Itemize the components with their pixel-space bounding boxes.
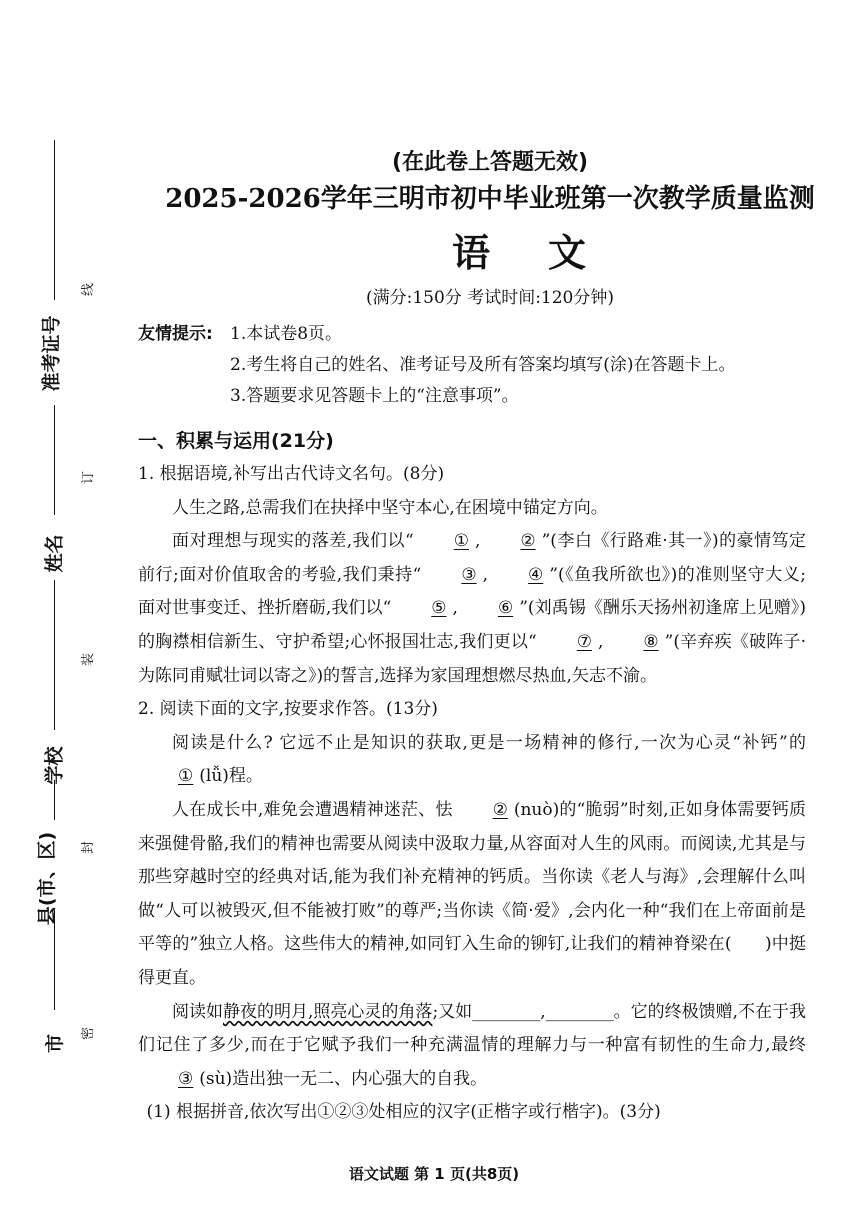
paren-gap <box>732 934 765 954</box>
sub-question: (1) 根据拼音,依次写出①②③处相应的汉字(正楷字或行楷字)。(3分) <box>146 1102 661 1123</box>
label-name: 姓名 <box>43 534 66 573</box>
cut-mark-secret: 密 <box>81 1026 97 1041</box>
field-line-city <box>54 910 55 1010</box>
page-footer: 语文试题 第 1 页(共8页) <box>348 1165 520 1183</box>
label-city: 市 <box>44 1033 67 1054</box>
tip-item: 3.答题要求见答题卡上的“注意事项”。 <box>230 386 519 406</box>
passage-text: ;又如 <box>432 1001 473 1022</box>
comma: , <box>452 598 458 619</box>
passage-text: 。它的终极馈赠,不在于我们记住了多少,而在于它赋予我们一种充满温情的理解力与一种富有韧性的生命力,最终 <box>138 1001 807 1056</box>
fill-blank: ________ <box>472 1001 541 1022</box>
exam-title: 2025-2026学年三明市初中毕业班第一次教学质量监测 <box>165 184 815 214</box>
blank-4: ④ <box>528 564 544 585</box>
exam-meta: (满分:150分 考试时间:120分钟) <box>365 288 615 308</box>
blank-2: ② <box>520 531 536 552</box>
blank-7: ⑦ <box>576 631 592 652</box>
field-line-school <box>54 580 55 730</box>
pinyin-blank-1: ① <box>178 766 194 787</box>
passage-text: (sù)造出独一无二、内心强大的自我。 <box>199 1068 488 1089</box>
blank-6: ⑥ <box>497 598 514 619</box>
cut-mark-bind: 订 <box>81 470 97 485</box>
passage-text: ”(李白《行路难·其一》)的豪情笃定前行;面对价值取舍的考验,我们秉持“ <box>138 531 806 585</box>
tip-item: 1.本试卷8页。 <box>230 324 343 344</box>
invalid-answer-notice: (在此卷上答题无效) <box>391 150 589 175</box>
passage-text: ”(辛弃疾《破阵子·为陈同甫赋壮词以寄之》)的誓言,选择为家国理想燃尽热血,矢志不渝。 <box>138 631 807 686</box>
blank-3: ③ <box>461 564 477 585</box>
field-line-exam-id <box>54 140 55 300</box>
comma: , <box>482 564 489 585</box>
tips-heading: 友情提示: <box>138 324 213 344</box>
section-heading: 一、积累与运用(21分) <box>138 430 334 452</box>
passage-text: ”(刘禹锡《酬乐天扬州初逢席上见赠》)的胸襟相信新生、守护希望;心怀报国壮志,我们更以“ <box>138 598 806 652</box>
passage-text: (lǚ)程。 <box>199 766 263 787</box>
passage-text: 人在成长中,难免会遭遇精神迷茫、怯 <box>172 799 453 820</box>
pinyin-blank-3: ③ <box>178 1068 194 1089</box>
question-intro: 人生之路,总需我们在抉择中坚守本心,在困境中锚定方向。 <box>172 497 608 518</box>
tip-item: 2.考生将自己的姓名、准考证号及所有答案均填写(涂)在答题卡上。 <box>230 355 736 375</box>
pinyin-blank-2: ② <box>492 799 508 820</box>
wavy-underlined-text: 静夜的明月,照亮心灵的角落 <box>223 1001 433 1022</box>
question-1 <box>138 458 806 1130</box>
passage-text: 面对理想与现实的落差,我们以“ <box>172 531 414 552</box>
passage-text: 阅读如 <box>172 1001 224 1022</box>
blank-1: ① <box>453 531 469 552</box>
field-line-county <box>54 780 55 820</box>
passage-text: )中挺得更直。 <box>138 934 806 988</box>
label-school: 学校 <box>43 746 66 785</box>
passage-paragraph <box>138 794 806 996</box>
passage-paragraph <box>138 996 806 1097</box>
blank-8: ⑧ <box>643 631 659 652</box>
question-stem: 2. 阅读下面的文字,按要求作答。(13分) <box>138 699 438 720</box>
fill-blank: ________ <box>545 1001 614 1022</box>
cut-mark-seal: 封 <box>81 840 97 855</box>
question-passage <box>138 525 806 693</box>
label-exam-id: 准考证号 <box>40 315 63 392</box>
passage-text: 阅读是什么? 它远不止是知识的获取,更是一场精神的修行,一次为心灵“补钙”的 <box>172 732 806 753</box>
comma: , <box>540 1001 546 1022</box>
blank-5: ⑤ <box>431 598 447 619</box>
passage-paragraph <box>138 727 806 794</box>
cut-mark-line: 线 <box>81 282 97 297</box>
cut-mark-pack: 装 <box>81 652 97 667</box>
subject-title: 语文 <box>451 230 644 275</box>
label-county: 县(市、区) <box>36 831 59 926</box>
comma: , <box>474 531 481 552</box>
field-line-name <box>54 405 55 515</box>
question-stem: 1. 根据语境,补写出古代诗文名句。(8分) <box>138 464 445 484</box>
comma: , <box>597 631 604 652</box>
passage-text: ”(《鱼我所欲也》)的准则坚守大义;面对世事变迁、挫折磨砺,我们以“ <box>138 564 807 619</box>
passage-text: (nuò)的“脆弱”时刻,正如身体需要钙质来强健骨骼,我们的精神也需要从阅读中汲取力量,从容面对人生的风雨。而阅读,尤其是与那些穿越时空的经典对话,能为我们补充精神的钙质。当你读《老人与海》,会理解什么叫做“人可以被毁灭,但不能被打败”的尊严;当你读《简·爱》,会内化一种“我们在上帝面前是平等的”独立人格。这些伟大的精神,如同钉入生命的铆钉,让我们的精神脊梁在( <box>138 799 806 955</box>
